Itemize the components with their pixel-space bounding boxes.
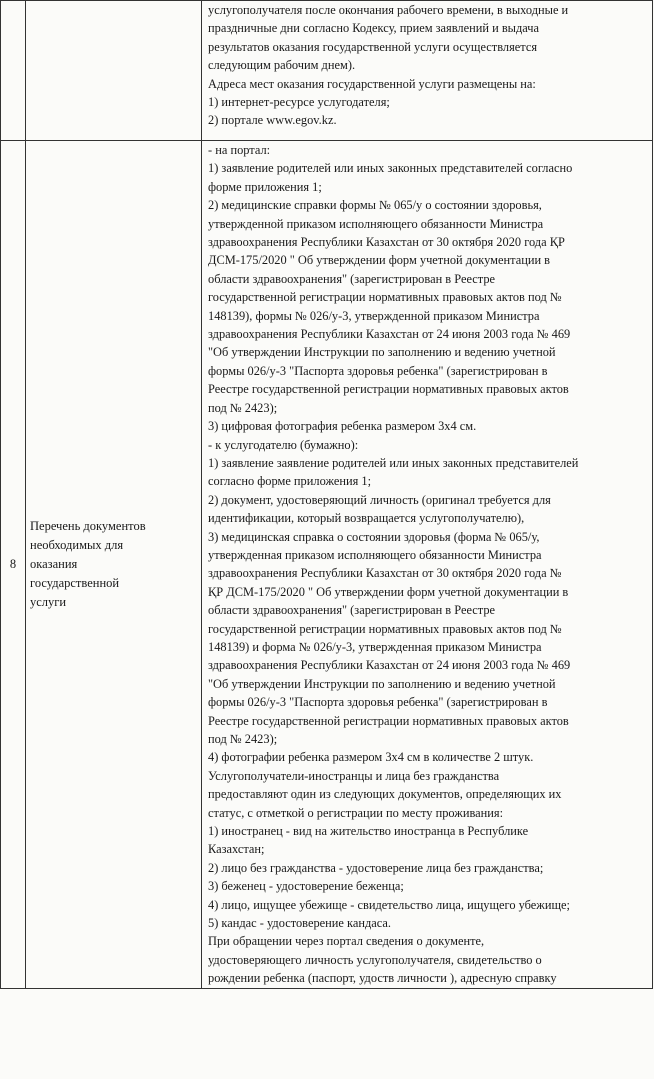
text-line: под № 2423); — [208, 400, 278, 415]
text-line: утвержденной приказом исполняющего обязанности Министра — [208, 216, 544, 231]
text-line: 148139) и форма № 026/у-3, утвержденная приказом Министра — [208, 639, 542, 654]
text-line: 2) портале www.egov.kz. — [208, 113, 337, 128]
text-line: статус, с отметкой о регистрации по месту проживания: — [208, 805, 504, 820]
row-number-cell — [1, 141, 26, 989]
text-line: результатов оказания государственной услуги осуществляется — [208, 39, 538, 54]
text-line: области здравоохранения" (зарегистрирован в Реестре — [208, 271, 496, 286]
text-line: - на портал: — [208, 143, 271, 157]
text-line: здравоохранения Республики Казахстан от 30 октября 2020 года ҚР — [208, 235, 565, 250]
title-line: необходимых для — [30, 537, 124, 552]
text-line: 1) иностранец - вид на жительство иностранца в Республике — [208, 824, 529, 839]
text-line: согласно форме приложения 1; — [208, 474, 372, 489]
text-line: предоставляют один из следующих документов, определяющих их — [208, 787, 562, 802]
text-line: 2) лицо без гражданства - удостоверение лица без гражданства; — [208, 860, 544, 875]
row-number: 8 — [9, 556, 17, 571]
text-line: утвержденная приказом исполняющего обязанности Министра — [208, 547, 542, 562]
text-line: услугополучателя после окончания рабочего времени, в выходные и — [208, 3, 569, 17]
text-line: государственной регистрации нормативных правовых актов под № — [208, 621, 562, 636]
text-line: 1) заявление заявление родителей или иных законных представителей — [208, 455, 579, 470]
row-content-cell — [202, 1, 653, 141]
text-line: "Об утверждении Инструкции по заполнению и ведению учетной — [208, 676, 556, 691]
text-line: здравоохранения Республики Казахстан от 24 июня 2003 года № 469 — [208, 327, 571, 342]
text-line: идентификации, который возвращается услугополучателю), — [208, 511, 525, 526]
text-line: государственной регистрации нормативных правовых актов под № — [208, 290, 562, 305]
text-line: 3) цифровая фотография ребенка размером 3х4 см. — [208, 419, 477, 434]
row-content-cell — [202, 141, 653, 989]
text-line: Реестре государственной регистрации нормативных правовых актов — [208, 713, 569, 728]
text-line: праздничные дни согласно Кодексу, прием заявлений и выдача — [208, 21, 540, 36]
text-line: ДСМ-175/2020 " Об утверждении форм учетной документации в — [208, 253, 551, 268]
title-line: оказания — [30, 556, 78, 571]
text-line: здравоохранения Республики Казахстан от 30 октября 2020 года № — [208, 566, 562, 581]
text-line: формы 026/у-3 "Паспорта здоровья ребенка" (зарегистрирован в — [208, 695, 548, 710]
text-line: Реестре государственной регистрации нормативных правовых актов — [208, 382, 569, 397]
text-line: 5) кандас - удостоверение кандаса. — [208, 916, 392, 931]
text-line: 3) медицинская справка о состоянии здоровья (форма № 065/у, — [208, 529, 540, 544]
documents-list-text — [202, 141, 652, 988]
row-title-cell — [26, 141, 202, 989]
text-line: При обращении через портал сведения о документе, — [208, 934, 485, 949]
row-title-cell-empty — [26, 1, 202, 141]
table-row-8 — [1, 141, 653, 989]
text-line: 2) документ, удостоверяющий личность (оригинал требуется для — [208, 492, 551, 507]
text-line: Услугополучатели-иностранцы и лица без гражданства — [208, 768, 500, 783]
continuation-text — [202, 1, 652, 130]
text-line: 1) интернет-ресурсе услугодателя; — [208, 95, 390, 110]
text-line: следующим рабочим днем). — [208, 58, 356, 73]
text-line: 2) медицинские справки формы № 065/у о состоянии здоровья, — [208, 198, 542, 213]
text-line: 3) беженец - удостоверение беженца; — [208, 879, 404, 894]
title-line: Перечень документов — [30, 518, 146, 533]
text-line: 4) лицо, ищущее убежище - свидетельство лица, ищущего убежище; — [208, 897, 570, 912]
table-row-continuation — [1, 1, 653, 141]
text-line: рождении ребенка (паспорт, удоств личности ), адресную справку — [208, 971, 557, 986]
text-line: "Об утверждении Инструкции по заполнению и ведению учетной — [208, 345, 556, 360]
text-line: под № 2423); — [208, 732, 278, 746]
text-line: 4) фотографии ребенка размером 3х4 см в количестве 2 штук. — [208, 750, 534, 765]
text-line: ҚР ДСМ-175/2020 " Об утверждении форм учетной документации в — [208, 584, 569, 599]
text-line: Казахстан; — [208, 842, 265, 857]
text-line: - к услугодателю (бумажно): — [208, 437, 359, 452]
text-line: 1) заявление родителей или иных законных представителей согласно — [208, 161, 573, 176]
text-line: здравоохранения Республики Казахстан от 24 июня 2003 года № 469 — [208, 658, 571, 673]
text-line: удостоверяющего личность услугополучателя, свидетельство о — [208, 952, 542, 967]
text-line: формe приложения 1; — [208, 179, 322, 194]
row-number-cell-empty — [1, 1, 26, 141]
text-line: области здравоохранения" (зарегистрирован в Реестре — [208, 603, 496, 618]
row-title — [26, 517, 201, 612]
text-line: Адреса мест оказания государственной услуги размещены на: — [208, 76, 536, 91]
text-line: 148139), формы № 026/у-3, утвержденной приказом Министра — [208, 308, 540, 323]
text-line: формы 026/у-3 "Паспорта здоровья ребенка" (зарегистрирован в — [208, 363, 548, 378]
title-line: услуги — [30, 594, 67, 609]
title-line: государственной — [30, 575, 120, 590]
